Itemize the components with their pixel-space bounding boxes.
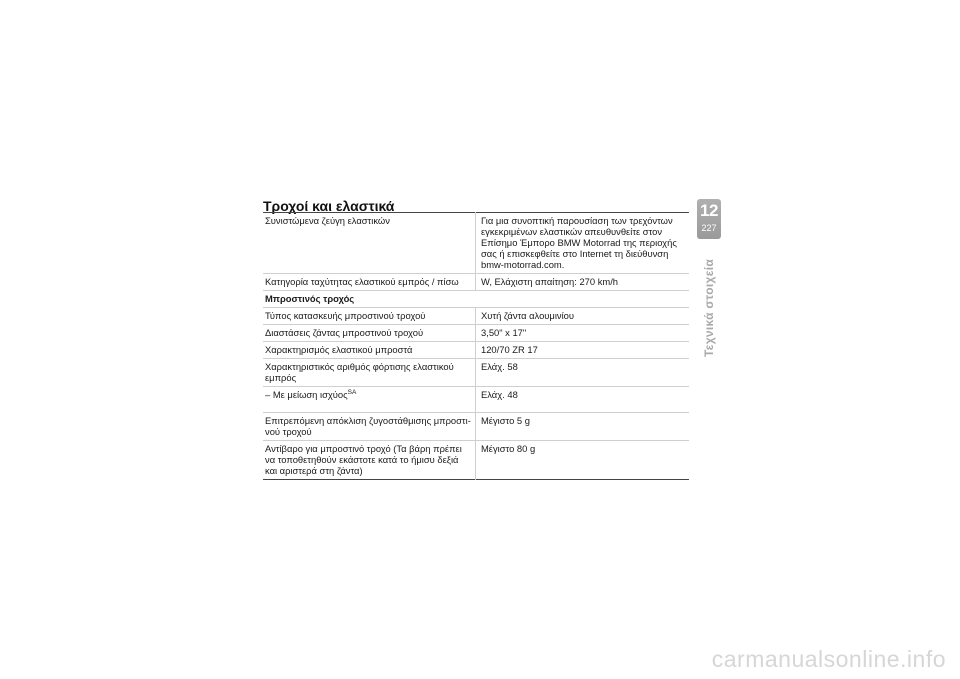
- spec-label: Διαστάσεις ζάντας μπροστινού τροχού: [263, 325, 476, 342]
- table-row: [263, 213, 689, 274]
- spec-value: Μέγιστο 80 g: [476, 441, 690, 480]
- table-row: [263, 342, 689, 359]
- spec-label: Κατηγορία ταχύτητας ελαστικού εμπρός / πίσω: [263, 274, 476, 291]
- section-header-row: [263, 291, 689, 308]
- page-title: Τροχοί και ελαστικά: [263, 198, 395, 214]
- spec-value: Χυτή ζάντα αλουμινίου: [476, 308, 690, 325]
- spec-value: Ελάχ. 58: [476, 359, 690, 387]
- spec-label: Επιτρεπόμενη απόκλιση ζυγοστάθμισης μπροστι-νού τροχού: [263, 413, 476, 441]
- table-row: [263, 308, 689, 325]
- section-heading: Μπροστινός τροχός: [263, 291, 689, 308]
- chapter-tab: [697, 199, 721, 239]
- table-row: [263, 325, 689, 342]
- spec-value: 120/70 ZR 17: [476, 342, 690, 359]
- table-row: [263, 413, 689, 441]
- spec-label: Χαρακτηρισμός ελαστικού μπροστά: [263, 342, 476, 359]
- spec-value: 3,50" x 17": [476, 325, 690, 342]
- chapter-side-label: Τεχνικά στοιχεία: [702, 258, 716, 358]
- spec-value: Ελάχ. 48: [476, 387, 690, 413]
- table-row: [263, 359, 689, 387]
- spec-label: Συνιστώμενα ζεύγη ελαστικών: [263, 213, 476, 274]
- sa-superscript: SA: [347, 388, 357, 396]
- spec-value: Για μια συνοπτική παρουσίαση των τρεχόντων εγκεκριμένων ελαστικών απευθυνθείτε στον Επίσημο Έμπορο BMW Motorrad της περιοχής σας ή επισκεφθείτε στο Internet τη διεύθυνση bmw-motorrad.com.: [481, 215, 677, 270]
- spec-label-cell: [263, 387, 476, 413]
- table-row: [263, 387, 689, 413]
- spec-label: Χαρακτηριστικός αριθμός φόρτισης ελαστικού εμπρός: [263, 359, 476, 387]
- chapter-number: 12: [700, 201, 718, 220]
- spec-label: Τύπος κατασκευής μπροστινού τροχού: [263, 308, 476, 325]
- watermark: carmanualsonline.info: [711, 646, 946, 672]
- spec-label: Αντίβαρο για μπροστινό τροχό (Τα βάρη πρέπει να τοποθετηθούν εκάστοτε κατά το ήμισυ δεξιά και αριστερά στη ζάντα): [263, 441, 476, 480]
- spec-value: W, Ελάχιστη απαίτηση: 270 km/h: [476, 274, 690, 291]
- spec-table: [263, 212, 689, 480]
- table-row: [263, 441, 689, 480]
- table-row: [263, 274, 689, 291]
- spec-label: – Με μείωση ισχύος: [265, 389, 348, 400]
- spec-value: Μέγιστο 5 g: [476, 413, 690, 441]
- page-number: 227: [701, 223, 717, 233]
